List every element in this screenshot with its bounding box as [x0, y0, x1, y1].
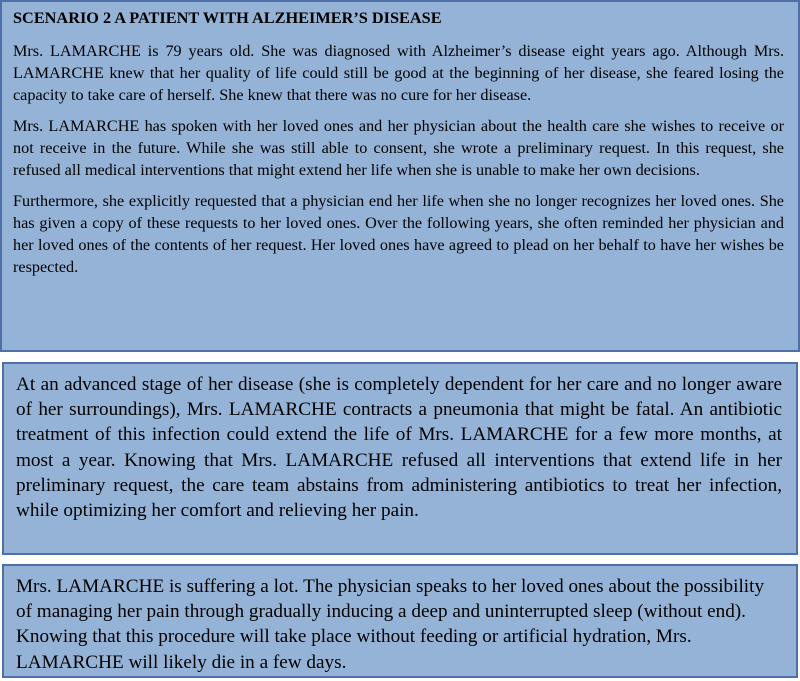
- intro-paragraph-3: Furthermore, she explicitly requested that a physician end her life when she no longer recognizes her loved ones. She has given a copy of these requests to her loved ones. Over the following years, she often reminded her physician and her loved ones of the contents of her request. Her loved ones have agreed to plead on her behalf to have her wishes be respected.: [13, 192, 784, 276]
- advanced-stage-text: At an advanced stage of her disease (she is completely dependent for her care and no longer aware of her surroundings), Mrs. LAMARCHE contracts a pneumonia that might be fatal. An antibiotic treatment of this infection could extend the life of Mrs. LAMARCHE for a few more months, at most a year. Knowing that Mrs. LAMARCHE refused all interventions that extend life in her preliminary request, the care team abstains from administering antibiotics to treat her infection, while optimizing her comfort and relieving her pain.: [16, 374, 782, 522]
- palliative-sedation-box: [2, 564, 798, 678]
- intro-paragraph-2: Mrs. LAMARCHE has spoken with her loved ones and her physician about the health care she wishes to receive or not receive in the future. While she was still able to consent, she wrote a preliminary request. In this request, she refused all medical interventions that might extend her life when she is unable to make her own decisions.: [13, 117, 784, 179]
- palliative-sedation-text: Mrs. LAMARCHE is suffering a lot. The physician speaks to her loved ones about the possibility of managing her pain through gradually inducing a deep and uninterrupted sleep (without end). Knowing that this procedure will take place without feeding or artificial hydration, Mrs. LAMARCHE will likely die in a few days.: [16, 576, 765, 673]
- scenario-title: SCENARIO 2 A PATIENT WITH ALZHEIMER’S DISEASE: [13, 8, 442, 27]
- advanced-stage-box: [2, 362, 798, 555]
- intro-paragraph-1: Mrs. LAMARCHE is 79 years old. She was diagnosed with Alzheimer’s disease eight years ago. Although Mrs. LAMARCHE knew that her quality of life could still be good at the beginning of her disease, she feared losing the capacity to take care of herself. She knew that there was no cure for her disease.: [13, 42, 784, 104]
